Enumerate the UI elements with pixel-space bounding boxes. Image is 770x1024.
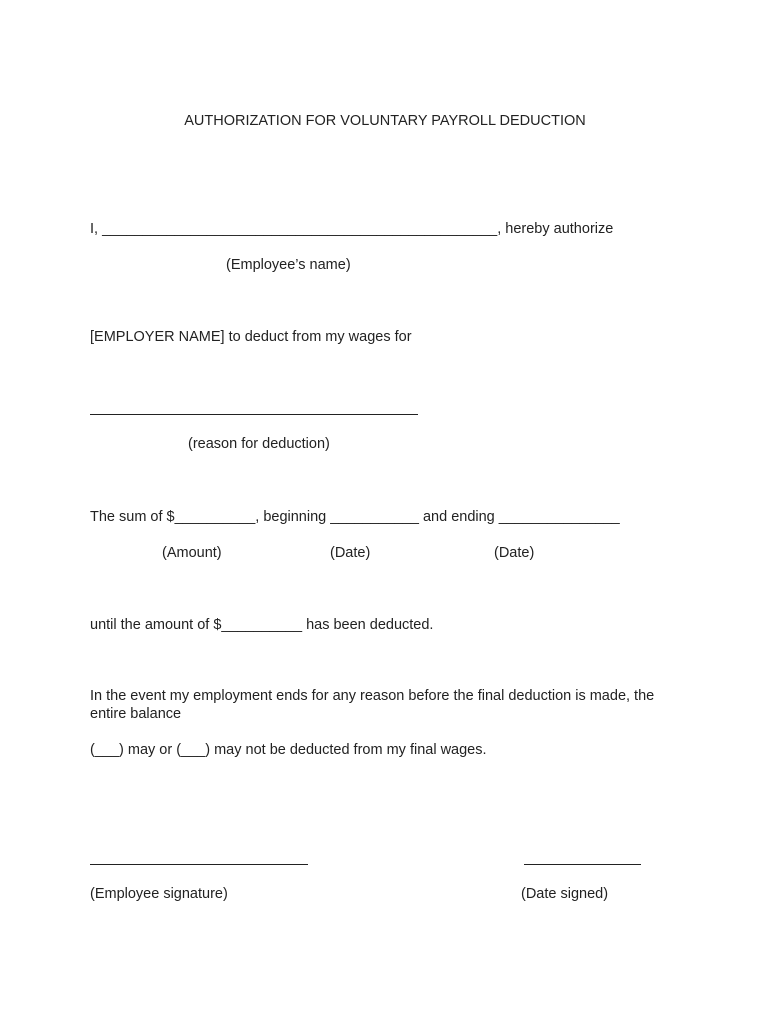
employee-signature-caption: (Employee signature) [90, 886, 228, 902]
reason-blank-line [90, 414, 418, 415]
employee-signature-line [90, 864, 308, 865]
amount-caption: (Amount) [162, 545, 222, 561]
reason-caption: (reason for deduction) [188, 436, 330, 452]
sum-line: The sum of $__________, beginning ___________ and ending _______________ [90, 509, 620, 525]
until-amount-line: until the amount of $__________ has been deducted. [90, 617, 434, 633]
date-signed-line [524, 864, 641, 865]
employee-authorization-line: I, _________________________________________________, hereby authorize [90, 221, 614, 237]
final-wages-choice-line: (___) may or (___) may not be deducted from my final wages. [90, 742, 487, 758]
end-date-caption: (Date) [494, 545, 535, 561]
begin-date-caption: (Date) [330, 545, 371, 561]
document-title: AUTHORIZATION FOR VOLUNTARY PAYROLL DEDUCTION [184, 113, 586, 129]
date-signed-caption: (Date signed) [521, 886, 609, 902]
employer-line: [EMPLOYER NAME] to deduct from my wages for [90, 329, 412, 345]
employment-ends-paragraph: In the event my employment ends for any reason before the final deduction is made, the entire balance [90, 688, 655, 722]
employee-name-caption: (Employee’s name) [226, 257, 351, 273]
